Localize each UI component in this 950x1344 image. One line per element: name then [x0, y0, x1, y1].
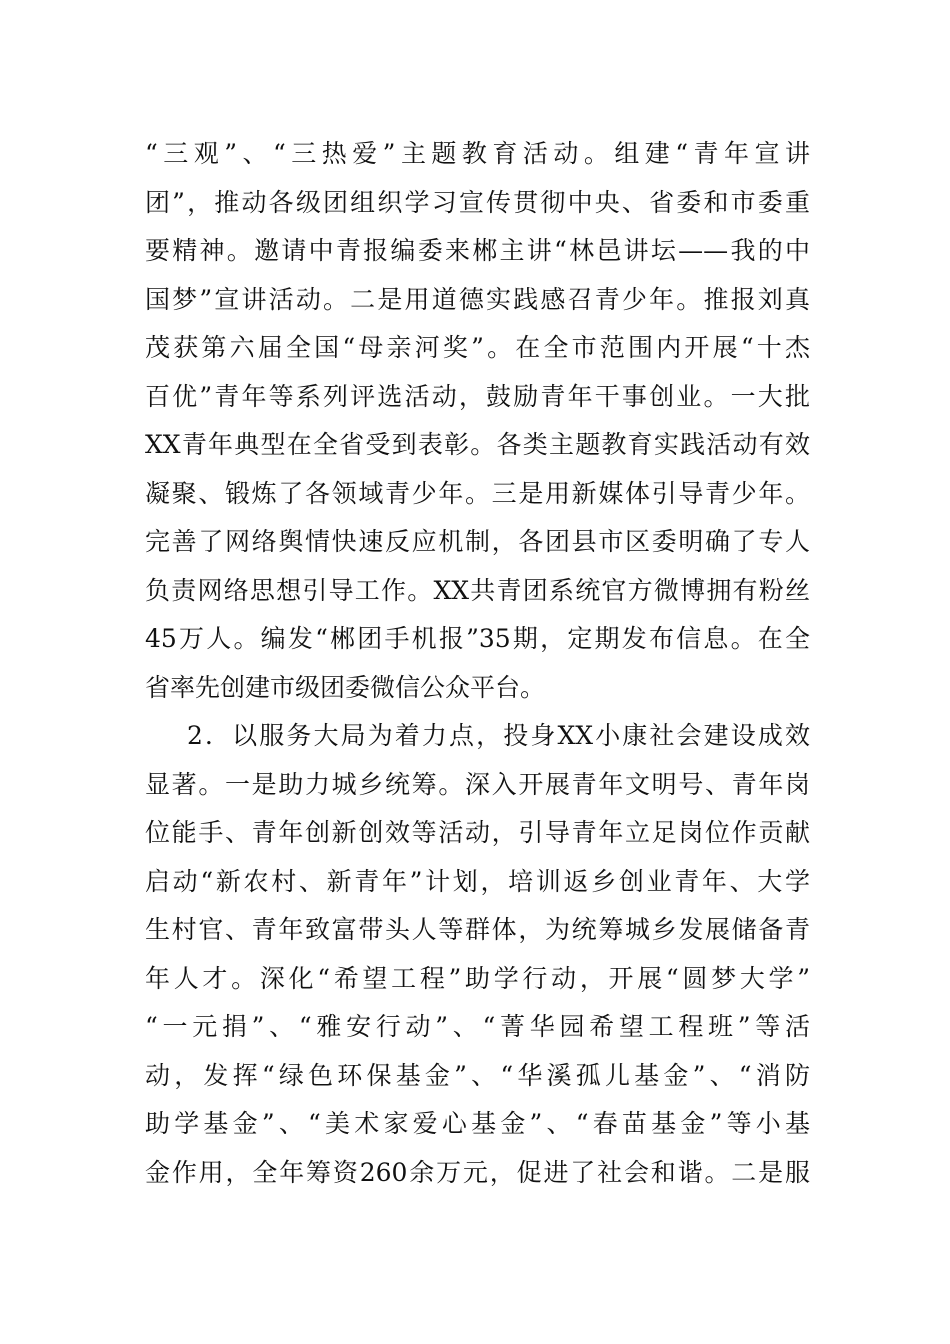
text-line-18: 年人才。深化“希望工程”助学行动，开展“圆梦大学” — [145, 963, 810, 993]
text-line-15: 位能手、青年创新创效等活动，引导青年立足岗位作贡献 — [145, 818, 810, 847]
text-line-1: “三观”、“三热爱”主题教育活动。组建“青年宣讲 — [145, 139, 810, 168]
text-line-6: 百优”青年等系列评选活动，鼓励青年干事创业。一大批 — [145, 381, 810, 411]
text-line-22: 金作用，全年筹资260余万元，促进了社会和谐。二是服 — [145, 1157, 810, 1187]
body-text — [145, 130, 810, 1197]
text-line-8: 凝聚、锻炼了各领域青少年。三是用新媒体引导青少年。 — [145, 478, 810, 508]
text-line-10: 负责网络思想引导工作。XX共青团系统官方微博拥有粉丝 — [145, 575, 810, 605]
text-line-17: 生村官、青年致富带头人等群体，为统筹城乡发展储备青 — [145, 915, 810, 944]
text-line-2: 团”，推动各级团组织学习宣传贯彻中央、省委和市委重 — [145, 187, 810, 217]
text-line-20: 动，发挥“绿色环保基金”、“华溪孤儿基金”、“消防 — [145, 1060, 810, 1090]
text-line-5: 茂获第六届全国“母亲河奖”。在全市范围内开展“十杰 — [145, 333, 810, 362]
text-line-21: 助学基金”、“美术家爱心基金”、“春苗基金”等小基 — [145, 1109, 810, 1138]
text-line-13: 2．以服务大局为着力点，投身XX小康社会建设成效 — [187, 721, 810, 750]
text-line-4: 国梦”宣讲活动。二是用道德实践感召青少年。推报刘真 — [145, 284, 810, 314]
text-line-9: 完善了网络舆情快速反应机制，各团县市区委明确了专人 — [145, 527, 810, 556]
text-line-3: 要精神。邀请中青报编委来郴主讲“林邑讲坛——我的中 — [145, 236, 810, 265]
text-line-7: XX青年典型在全省受到表彰。各类主题教育实践活动有效 — [145, 430, 810, 459]
text-line-19: “一元捐”、“雅安行动”、“菁华园希望工程班”等活 — [145, 1012, 810, 1041]
text-line-16: 启动“新农村、新青年”计划，培训返乡创业青年、大学 — [145, 866, 810, 896]
text-line-11: 45万人。编发“郴团手机报”35期，定期发布信息。在全 — [145, 624, 810, 653]
text-line-12: 省率先创建市级团委微信公众平台。 — [145, 672, 546, 702]
text-line-14: 显著。一是助力城乡统筹。深入开展青年文明号、青年岗 — [145, 769, 810, 799]
